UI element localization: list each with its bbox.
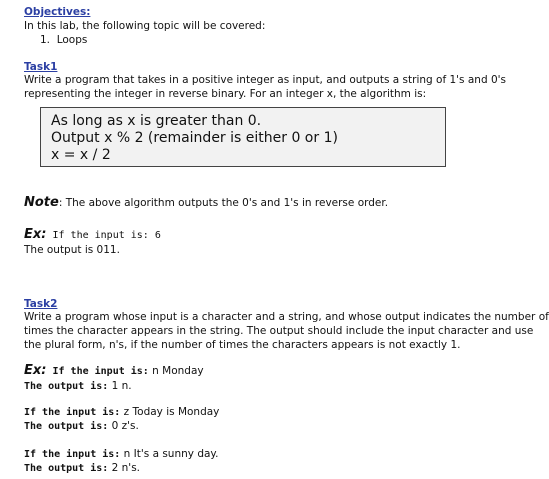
task2-heading: Task2	[24, 298, 58, 310]
objectives-item-number: 1.	[40, 34, 51, 46]
example-input-label: If the input is:	[24, 407, 121, 418]
example-output-value: 2 n's.	[108, 462, 141, 474]
example-output-label: The output is:	[24, 463, 109, 474]
task1-description-line2: representing the integer in reverse binary. For an integer x, the algorithm is:	[24, 88, 427, 100]
task2-description-line2: times the character appears in the string. The output should include the input character and use	[24, 325, 534, 337]
task2-example-1-output	[24, 379, 132, 394]
task2-example-label: Ex:	[24, 363, 47, 378]
example-input-label: If the input is:	[46, 366, 149, 377]
task2-example-3-input	[24, 447, 218, 462]
objectives-item	[40, 33, 87, 47]
note-text: : The above algorithm outputs the 0's and 1's in reverse order.	[58, 197, 389, 209]
example-input-label: If the input is:	[24, 449, 121, 460]
task2-example-2-output	[24, 419, 139, 434]
example-input-value: z Today is Monday	[120, 406, 220, 418]
example-input-value: n Monday	[148, 365, 204, 377]
task1-note	[24, 196, 388, 210]
task1-example-label: Ex:	[24, 227, 47, 242]
task1-example-output: The output is 011.	[24, 244, 120, 256]
algorithm-box	[40, 107, 446, 167]
algorithm-step-2: Output x % 2 (remainder is either 0 or 1)	[51, 130, 338, 146]
example-input-value: n It's a sunny day.	[120, 448, 219, 460]
task2-example-3-output	[24, 461, 140, 476]
algorithm-step-1: As long as x is greater than 0.	[51, 113, 262, 129]
example-output-value: 0 z's.	[108, 420, 139, 432]
objectives-heading: Objectives:	[24, 6, 91, 18]
task2-description-line1: Write a program whose input is a character and a string, and whose output indicates the number of	[24, 311, 549, 323]
task1-example-input-text: If the input is: 6	[46, 230, 161, 241]
example-output-value: 1 n.	[108, 380, 132, 392]
task1-example-input	[24, 228, 161, 243]
example-output-label: The output is:	[24, 381, 109, 392]
task1-description-line1: Write a program that takes in a positive integer as input, and outputs a string of 1's and 0's	[24, 74, 506, 86]
objectives-intro: In this lab, the following topic will be covered:	[24, 20, 266, 32]
algorithm-step-3: x = x / 2	[51, 147, 111, 163]
task2-example-2-input	[24, 405, 219, 420]
task1-heading: Task1	[24, 61, 58, 73]
example-output-label: The output is:	[24, 421, 109, 432]
objectives-item-text: Loops	[56, 34, 88, 46]
task2-example-1-input	[24, 364, 204, 379]
task2-description-line3: the plural form, n's, if the number of times the characters appears is not exactly 1.	[24, 339, 461, 351]
note-label: Note	[24, 195, 59, 210]
